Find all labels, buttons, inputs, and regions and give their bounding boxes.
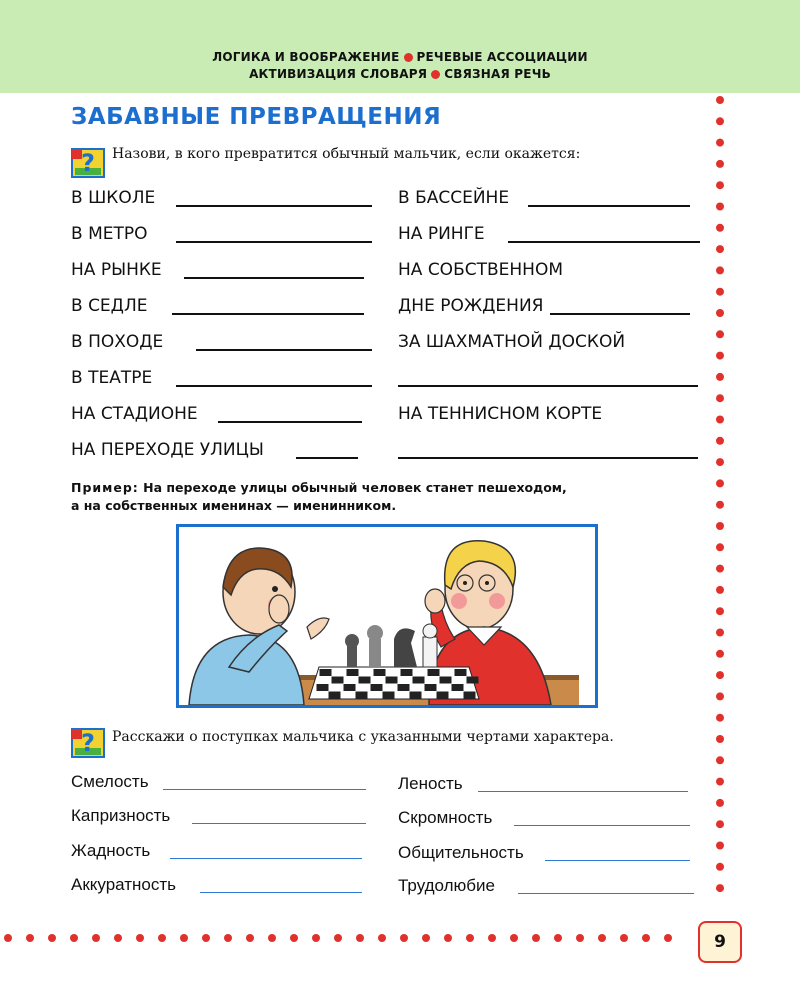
- task1-place-left: НА ПЕРЕХОДЕ УЛИЦЫ: [71, 440, 264, 460]
- decor-dot: [716, 586, 724, 594]
- answer-line[interactable]: [200, 892, 362, 893]
- decor-dot: [48, 934, 56, 942]
- decor-dot: [716, 863, 724, 871]
- svg-text:?: ?: [81, 729, 95, 757]
- decor-dot: [664, 934, 672, 942]
- task1-place-right: НА СОБСТВЕННОМ: [398, 260, 564, 280]
- decor-dot: [716, 650, 724, 658]
- decor-dot: [716, 160, 724, 168]
- trait-label-right: Скромность: [398, 808, 493, 827]
- answer-line[interactable]: [163, 789, 366, 790]
- decor-dot: [716, 735, 724, 743]
- decorative-dots-vertical: [712, 96, 728, 906]
- decor-dot: [716, 309, 724, 317]
- answer-line[interactable]: [176, 205, 372, 207]
- task1-place-left: В ШКОЛЕ: [71, 188, 156, 208]
- boys-playing-chess-image: [179, 527, 595, 705]
- decor-dot: [716, 522, 724, 530]
- decor-dot: [202, 934, 210, 942]
- decor-dot: [716, 373, 724, 381]
- task1-place-right: ДНЕ РОЖДЕНИЯ: [398, 296, 544, 316]
- decor-dot: [378, 934, 386, 942]
- decor-dot: [642, 934, 650, 942]
- trait-label-right: Трудолюбие: [398, 876, 495, 895]
- decor-dot: [246, 934, 254, 942]
- task1-place-left: В МЕТРО: [71, 224, 148, 244]
- answer-line[interactable]: [176, 241, 372, 243]
- decor-dot: [716, 352, 724, 360]
- decor-dot: [356, 934, 364, 942]
- decor-dot: [598, 934, 606, 942]
- example-line-2: а на собственных именинах — именинником.: [71, 498, 397, 513]
- trait-label-right: Общительность: [398, 843, 524, 862]
- decor-dot: [400, 934, 408, 942]
- question-icon: [71, 728, 105, 758]
- decor-dot: [716, 629, 724, 637]
- decor-dot: [466, 934, 474, 942]
- task1-place-right: ЗА ШАХМАТНОЙ ДОСКОЙ: [398, 332, 626, 352]
- answer-line[interactable]: [550, 313, 690, 315]
- decor-dot: [312, 934, 320, 942]
- decor-dot: [716, 96, 724, 104]
- decor-dot: [716, 692, 724, 700]
- answer-line[interactable]: [545, 860, 690, 861]
- decor-dot: [716, 203, 724, 211]
- answer-line[interactable]: [176, 385, 372, 387]
- decor-dot: [716, 820, 724, 828]
- header-banner: [0, 0, 800, 93]
- decor-dot: [716, 288, 724, 296]
- decor-dot: [716, 394, 724, 402]
- decor-dot: [716, 884, 724, 892]
- bullet-dot-icon: [431, 70, 440, 79]
- task1-place-right: НА ТЕННИСНОМ КОРТЕ: [398, 404, 603, 424]
- answer-line[interactable]: [398, 385, 698, 387]
- decor-dot: [4, 934, 12, 942]
- decor-dot: [716, 181, 724, 189]
- trait-label-right: Леность: [398, 774, 463, 793]
- trait-label-left: Аккуратность: [71, 875, 177, 894]
- decor-dot: [716, 266, 724, 274]
- decor-dot: [716, 543, 724, 551]
- decor-dot: [716, 778, 724, 786]
- decor-dot: [716, 799, 724, 807]
- trait-label-left: Капризность: [71, 806, 171, 825]
- svg-text:?: ?: [81, 149, 95, 177]
- decor-dot: [716, 479, 724, 487]
- decor-dot: [334, 934, 342, 942]
- task1-place-left: НА СТАДИОНЕ: [71, 404, 198, 424]
- example-line-1: На переходе улицы обычный человек станет пешеходом,: [138, 480, 567, 495]
- answer-line[interactable]: [170, 858, 362, 859]
- answer-line[interactable]: [508, 241, 700, 243]
- decor-dot: [716, 245, 724, 253]
- example-label: Пример:: [71, 480, 139, 495]
- decorative-dots-horizontal: [0, 930, 700, 946]
- decor-dot: [716, 330, 724, 338]
- task1-place-left: НА РЫНКЕ: [71, 260, 162, 280]
- topic-coherent-speech: СВЯЗНАЯ РЕЧЬ: [444, 67, 551, 81]
- decor-dot: [488, 934, 496, 942]
- decor-dot: [716, 714, 724, 722]
- decor-dot: [716, 756, 724, 764]
- header-line-1: [0, 50, 800, 64]
- decor-dot: [716, 117, 724, 125]
- topic-speech-associations: РЕЧЕВЫЕ АССОЦИАЦИИ: [416, 50, 588, 64]
- topic-vocabulary: АКТИВИЗАЦИЯ СЛОВАРЯ: [249, 67, 428, 81]
- task2-instruction: Расскажи о поступках мальчика с указанными чертами характера.: [112, 729, 614, 745]
- decor-dot: [268, 934, 276, 942]
- answer-line[interactable]: [196, 349, 372, 351]
- decor-dot: [422, 934, 430, 942]
- decor-dot: [26, 934, 34, 942]
- topic-logic: ЛОГИКА И ВООБРАЖЕНИЕ: [212, 50, 400, 64]
- example-text: [71, 479, 567, 515]
- decor-dot: [290, 934, 298, 942]
- task1-place-right: В БАССЕЙНЕ: [398, 188, 510, 208]
- answer-line[interactable]: [296, 457, 358, 459]
- answer-line[interactable]: [518, 893, 694, 894]
- decor-dot: [716, 224, 724, 232]
- header-line-2: [0, 67, 800, 81]
- answer-line[interactable]: [528, 205, 690, 207]
- decor-dot: [158, 934, 166, 942]
- decor-dot: [554, 934, 562, 942]
- decor-dot: [444, 934, 452, 942]
- decor-dot: [716, 607, 724, 615]
- answer-line[interactable]: [478, 791, 688, 792]
- task1-place-left: В СЕДЛЕ: [71, 296, 148, 316]
- question-icon: [71, 148, 105, 178]
- decor-dot: [224, 934, 232, 942]
- task1-instruction: Назови, в кого превратится обычный мальчик, если окажется:: [112, 146, 581, 162]
- decor-dot: [532, 934, 540, 942]
- decor-dot: [92, 934, 100, 942]
- decor-dot: [576, 934, 584, 942]
- answer-line[interactable]: [192, 823, 366, 824]
- decor-dot: [716, 139, 724, 147]
- task1-place-left: В ПОХОДЕ: [71, 332, 164, 352]
- answer-line[interactable]: [218, 421, 362, 423]
- decor-dot: [716, 501, 724, 509]
- decor-dot: [716, 437, 724, 445]
- decor-dot: [136, 934, 144, 942]
- decor-dot: [716, 842, 724, 850]
- decor-dot: [716, 458, 724, 466]
- decor-dot: [114, 934, 122, 942]
- answer-line[interactable]: [398, 457, 698, 459]
- answer-line[interactable]: [172, 313, 364, 315]
- answer-line[interactable]: [514, 825, 690, 826]
- page-title: ЗАБАВНЫЕ ПРЕВРАЩЕНИЯ: [71, 104, 442, 130]
- task1-place-left: В ТЕАТРЕ: [71, 368, 153, 388]
- page-number: 9: [698, 921, 742, 963]
- decor-dot: [70, 934, 78, 942]
- decor-dot: [716, 416, 724, 424]
- chess-illustration: [176, 524, 598, 708]
- answer-line[interactable]: [184, 277, 364, 279]
- decor-dot: [180, 934, 188, 942]
- bullet-dot-icon: [404, 53, 413, 62]
- task1-place-right: НА РИНГЕ: [398, 224, 485, 244]
- decor-dot: [716, 671, 724, 679]
- trait-label-left: Смелость: [71, 772, 149, 791]
- trait-label-left: Жадность: [71, 841, 151, 860]
- decor-dot: [620, 934, 628, 942]
- decor-dot: [716, 565, 724, 573]
- decor-dot: [510, 934, 518, 942]
